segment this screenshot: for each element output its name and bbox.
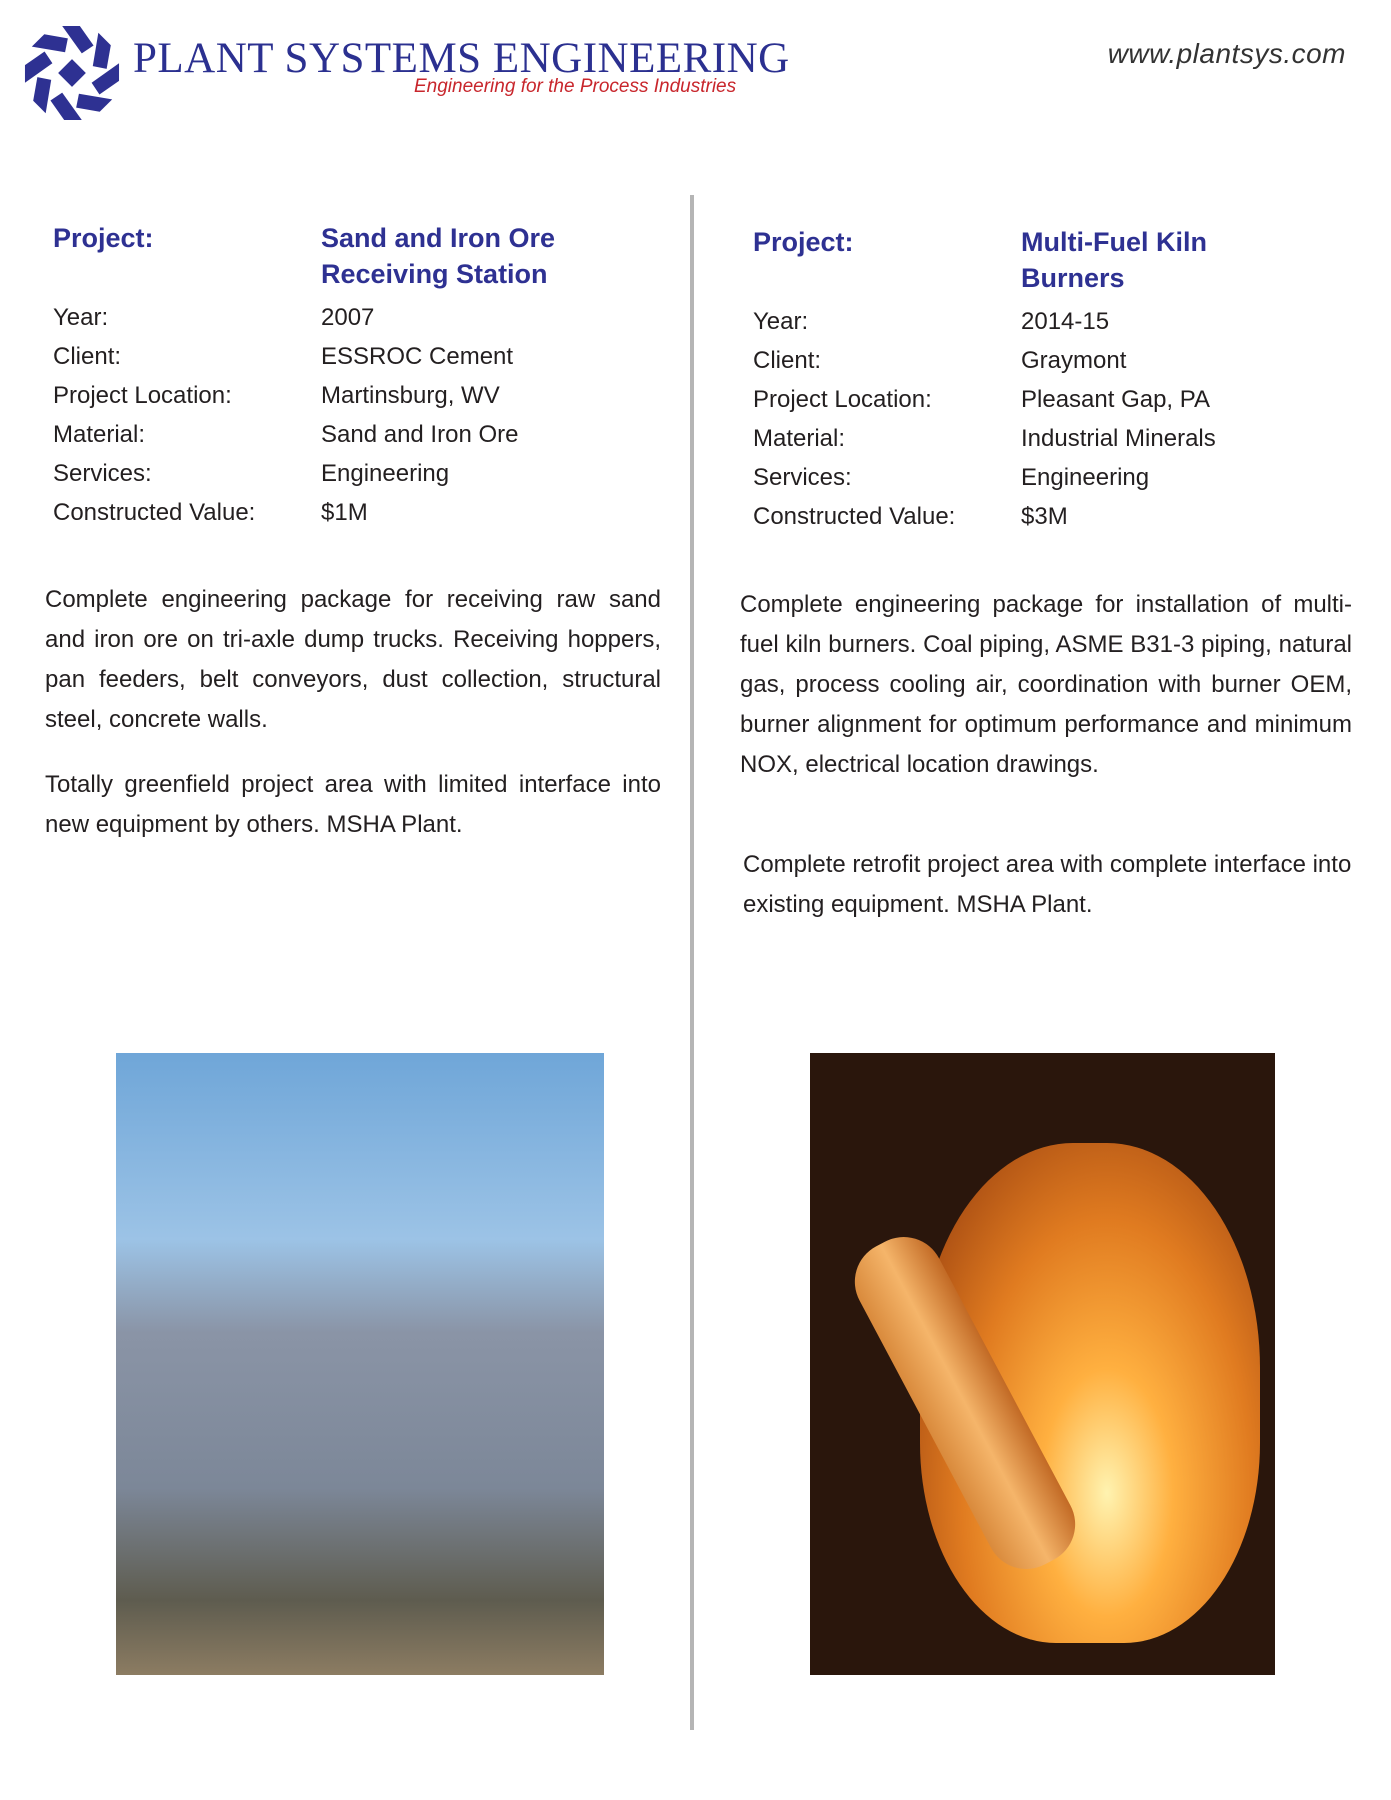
field-label: Year: — [53, 304, 109, 331]
field-value: Industrial Minerals — [1021, 425, 1216, 452]
field-value: $1M — [321, 499, 368, 526]
field-label: Services: — [53, 460, 152, 487]
field-value: Graymont — [1021, 347, 1127, 374]
field-label: Services: — [753, 464, 852, 491]
field-label: Project Location: — [53, 382, 232, 409]
field-label: Year: — [753, 308, 809, 335]
field-value: 2007 — [321, 304, 375, 331]
field-value: Engineering — [321, 460, 450, 487]
project-label: Project: — [53, 223, 154, 253]
company-logo-icon — [22, 24, 122, 122]
field-value: Martinsburg, WV — [321, 382, 500, 409]
description-paragraph: Complete engineering package for installation of multi-fuel kiln burners. Coal piping, ASME B31-3 piping, natural gas, process cooling air, coordination with burner OEM, burner alignment for optimum performance and minimum NOX, electrical location drawings. — [740, 591, 1352, 778]
website-link[interactable]: www.plantsys.com — [1107, 38, 1346, 69]
company-tagline: Engineering for the Process Industries — [414, 76, 737, 97]
field-label: Client: — [753, 347, 822, 374]
project-label: Project: — [753, 227, 854, 257]
field-label: Constructed Value: — [753, 503, 956, 530]
description-paragraph: Complete engineering package for receiving raw sand and iron ore on tri-axle dump trucks. Receiving hoppers, pan feeders, belt conveyors, dust collection, structural steel, concrete walls. — [45, 586, 661, 733]
field-value: ESSROC Cement — [321, 343, 514, 370]
field-label: Client: — [53, 343, 122, 370]
project-description-left — [45, 580, 661, 870]
kiln-burner-photo — [810, 1053, 1275, 1675]
project-description-right — [740, 585, 1352, 950]
project-name: Multi-Fuel Kiln Burners — [1021, 227, 1207, 293]
field-value: Pleasant Gap, PA — [1021, 386, 1210, 413]
company-name: PLANT SYSTEMS ENGINEERING — [133, 35, 790, 82]
project-info-left — [45, 220, 665, 532]
field-value: $3M — [1021, 503, 1068, 530]
field-value: Engineering — [1021, 464, 1150, 491]
field-label: Material: — [53, 421, 146, 448]
field-value: Sand and Iron Ore — [321, 421, 519, 448]
receiving-station-photo — [116, 1053, 604, 1675]
field-value: 2014-15 — [1021, 308, 1110, 335]
field-label: Project Location: — [753, 386, 932, 413]
description-paragraph: Complete retrofit project area with complete interface into existing equipment. MSHA Plant. — [743, 851, 1352, 918]
project-name: Sand and Iron Ore Receiving Station — [321, 223, 556, 289]
description-paragraph: Totally greenfield project area with limited interface into new equipment by others. MSHA Plant. — [45, 771, 661, 838]
field-label: Material: — [753, 425, 846, 452]
column-divider — [690, 195, 694, 1730]
project-info-right — [745, 224, 1355, 536]
field-label: Constructed Value: — [53, 499, 256, 526]
